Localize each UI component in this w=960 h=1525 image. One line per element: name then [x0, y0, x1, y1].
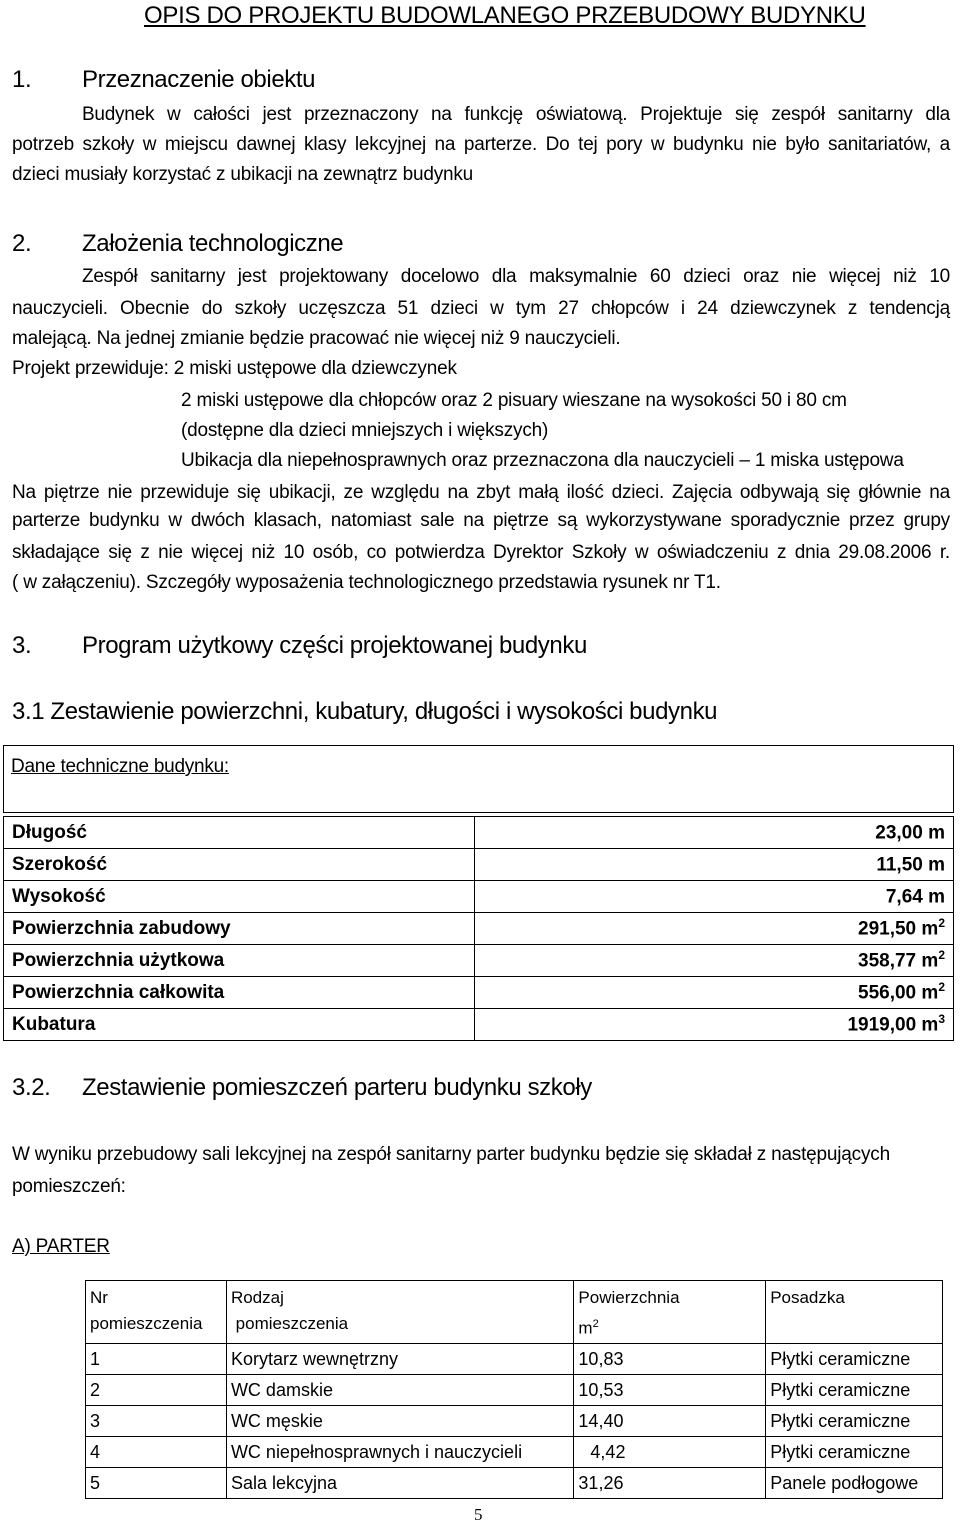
tech-value-exponent: 3 — [938, 1012, 945, 1027]
room-floor: Płytki ceramiczne — [766, 1344, 943, 1375]
tech-row-label: Długość — [4, 817, 475, 849]
room-row — [86, 1468, 943, 1499]
room-area: 10,53 — [574, 1375, 766, 1406]
section-2-line-10: składające się z nie więcej niż 10 osób, co potwierdza Dyrektor Szkoły w oświadczeniu z dnia 29.08.2006 r. — [12, 542, 950, 563]
room-nr: 1 — [86, 1344, 227, 1375]
section-3-1-heading: 3.1 Zestawienie powierzchni, kubatury, długości i wysokości budynku — [12, 698, 718, 725]
tech-row-value — [475, 849, 954, 881]
section-3-heading: Program użytkowy części projektowanej budynku — [82, 632, 587, 659]
room-name: Korytarz wewnętrzny — [226, 1344, 573, 1375]
document-title: OPIS DO PROJEKTU BUDOWLANEGO PRZEBUDOWY BUDYNKU — [144, 2, 866, 29]
tech-value-text: 1919,00 m — [847, 1014, 939, 1036]
tech-value-text: 358,77 m — [858, 950, 939, 972]
tech-row — [4, 817, 954, 849]
section-1-heading: Przeznaczenie obiektu — [82, 66, 316, 93]
tech-row-value — [475, 945, 954, 977]
room-area: 10,83 — [574, 1344, 766, 1375]
tech-row-value — [475, 913, 954, 945]
tech-row — [4, 1009, 954, 1041]
section-2-number: 2. — [12, 230, 32, 257]
section-2-line-4: Projekt przewiduje: 2 miski ustępowe dla dziewczynek — [12, 358, 457, 379]
rooms-table — [85, 1280, 943, 1499]
section-2-line-7: Ubikacja dla niepełnosprawnych oraz przeznaczona dla nauczycieli – 1 miska ustępowa — [181, 450, 904, 471]
tech-value-text: 556,00 m — [858, 982, 939, 1004]
section-2-line-6: (dostępne dla dzieci mniejszych i większych) — [181, 420, 549, 441]
room-name: WC niepełnosprawnych i nauczycieli — [226, 1437, 573, 1468]
tech-row — [4, 945, 954, 977]
tech-value-text: 11,50 m — [876, 854, 945, 876]
section-1-line-1: Budynek w całości jest przeznaczony na funkcję oświatową. Projektuje się zespół sanitarny dla — [82, 104, 950, 125]
tech-data-table — [3, 816, 954, 1041]
section-1-number: 1. — [12, 66, 32, 93]
tech-row — [4, 913, 954, 945]
section-2-line-8: Na piętrze nie przewiduje się ubikacji, ze względu na zbyt małą ilość dzieci. Zajęcia odbywają się głównie na — [12, 482, 950, 503]
section-1-line-3: dzieci musiały korzystać z ubikacji na zewnątrz budynku — [12, 164, 474, 185]
room-nr: 4 — [86, 1437, 227, 1468]
col-header-nr: Nr pomieszczenia — [86, 1281, 227, 1344]
section-3-2-heading: Zestawienie pomieszczeń parteru budynku szkoły — [82, 1074, 592, 1101]
col-header-type: Rodzaj pomieszczenia — [226, 1281, 573, 1344]
tech-value-text: 23,00 m — [875, 822, 945, 844]
room-nr: 3 — [86, 1406, 227, 1437]
room-row — [86, 1406, 943, 1437]
section-2-line-11: ( w załączeniu). Szczegóły wyposażenia technologicznego przedstawia rysunek nr T1. — [12, 572, 721, 593]
room-floor: Płytki ceramiczne — [766, 1437, 943, 1468]
tech-row-label: Szerokość — [4, 849, 475, 881]
room-row — [86, 1344, 943, 1375]
room-area: 4,42 — [574, 1437, 766, 1468]
tech-row-value — [475, 977, 954, 1009]
tech-value-exponent: 2 — [938, 980, 945, 995]
room-name: Sala lekcyjna — [226, 1468, 573, 1499]
section-3-2-intro-line-1: W wyniku przebudowy sali lekcyjnej na zespół sanitarny parter budynku będzie się składał z następujących — [12, 1144, 890, 1165]
room-area: 14,40 — [574, 1406, 766, 1437]
tech-row-label: Powierzchnia użytkowa — [4, 945, 475, 977]
room-name: WC męskie — [226, 1406, 573, 1437]
room-nr: 2 — [86, 1375, 227, 1406]
section-2-heading: Założenia technologiczne — [82, 230, 344, 257]
tech-row — [4, 977, 954, 1009]
tech-value-exponent: 2 — [938, 948, 945, 963]
page-number: 5 — [474, 1505, 483, 1524]
section-3-number: 3. — [12, 632, 32, 659]
tech-value-text: 7,64 m — [885, 886, 945, 908]
col-header-floor: Posadzka — [766, 1281, 943, 1344]
section-1-line-2: potrzeb szkoły w miejscu dawnej klasy lekcyjnej na parterze. Do tej pory w budynku nie było sanitariatów, a — [12, 134, 950, 155]
tech-row-label: Wysokość — [4, 881, 475, 913]
tech-row-value — [475, 817, 954, 849]
tech-row-label: Kubatura — [4, 1009, 475, 1041]
rooms-table-header — [86, 1281, 943, 1344]
room-area: 31,26 — [574, 1468, 766, 1499]
parter-label: A) PARTER — [12, 1236, 110, 1257]
room-nr: 5 — [86, 1468, 227, 1499]
section-3-2-intro-line-2: pomieszczeń: — [12, 1176, 126, 1197]
tech-value-exponent: 2 — [938, 916, 945, 931]
section-2-line-5: 2 miski ustępowe dla chłopców oraz 2 pisuary wieszane na wysokości 50 i 80 cm — [181, 390, 847, 411]
tech-header-box — [3, 745, 954, 813]
section-2-line-2: nauczycieli. Obecnie do szkoły uczęszcza 51 dzieci w tym 27 chłopców i 24 dziewczynek z tendencją — [12, 298, 950, 319]
tech-row-value — [475, 1009, 954, 1041]
tech-row — [4, 849, 954, 881]
tech-header-label: Dane techniczne budynku: — [11, 756, 229, 777]
section-2-line-1: Zespół sanitarny jest projektowany docelowo dla maksymalnie 60 dzieci oraz nie więcej niż 10 — [82, 266, 950, 287]
room-floor: Płytki ceramiczne — [766, 1375, 943, 1406]
section-2-line-3: malejącą. Na jednej zmianie będzie pracować nie więcej niż 9 nauczycieli. — [12, 328, 621, 349]
section-2-line-9: parterze budynku w dwóch klasach, natomiast sale na piętrze są wykorzystywane sporadycznie przez grupy — [12, 510, 950, 531]
room-row — [86, 1375, 943, 1406]
tech-row-label: Powierzchnia całkowita — [4, 977, 475, 1009]
tech-row-value — [475, 881, 954, 913]
room-floor: Panele podłogowe — [766, 1468, 943, 1499]
tech-row — [4, 881, 954, 913]
room-name: WC damskie — [226, 1375, 573, 1406]
section-3-2-number: 3.2. — [12, 1074, 51, 1101]
tech-value-text: 291,50 m — [858, 918, 939, 940]
room-floor: Płytki ceramiczne — [766, 1406, 943, 1437]
col-header-area: Powierzchnia $m^2$ — [574, 1281, 766, 1344]
tech-row-label: Powierzchnia zabudowy — [4, 913, 475, 945]
room-row — [86, 1437, 943, 1468]
